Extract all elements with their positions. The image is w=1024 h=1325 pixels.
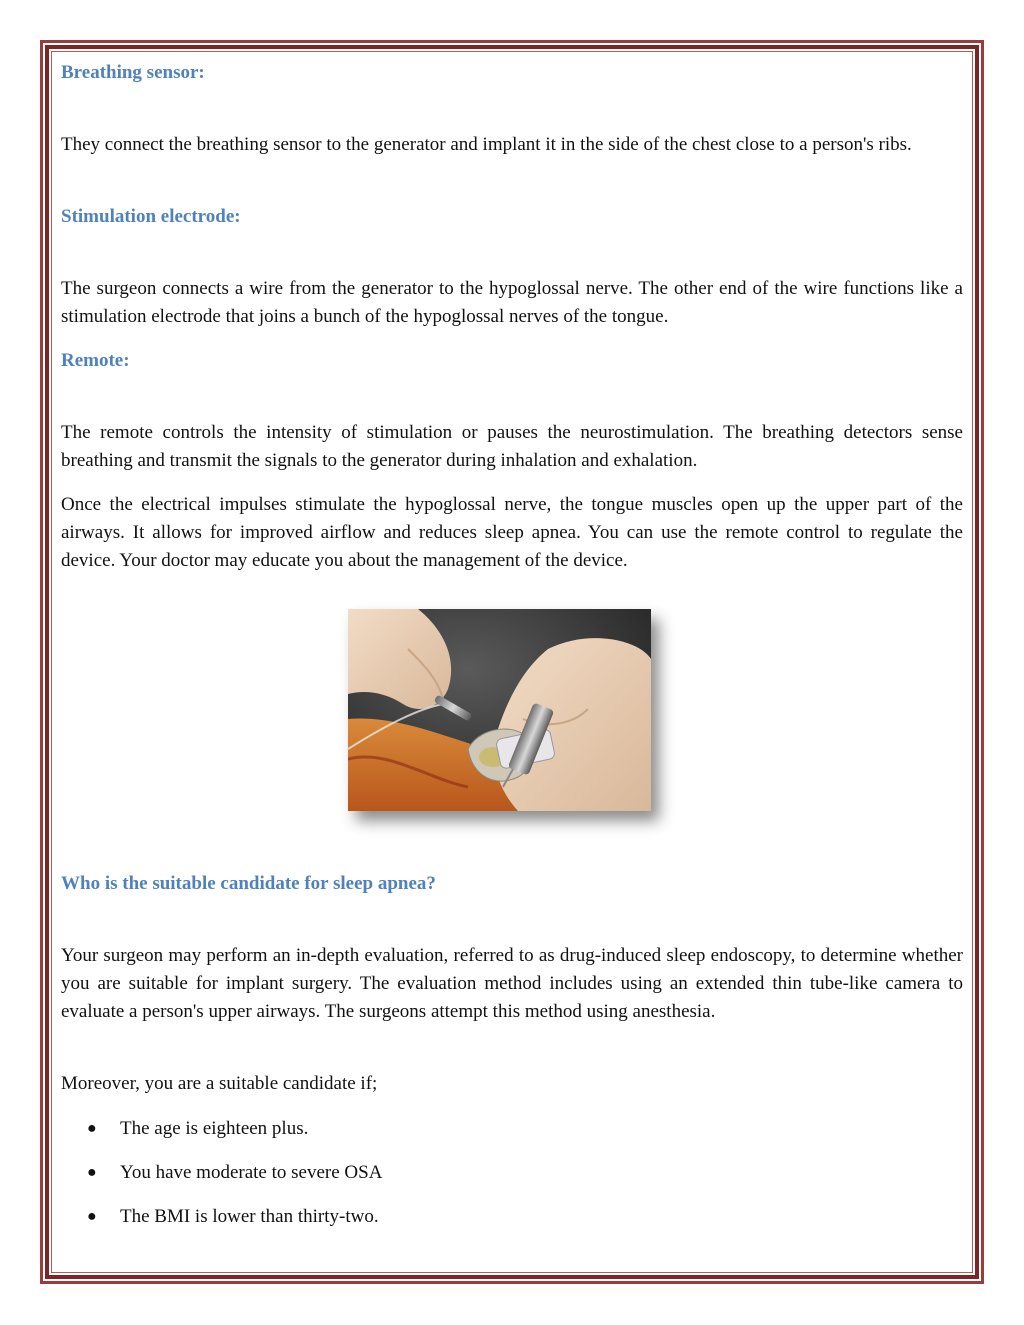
candidate-criteria-list — [61, 1115, 963, 1247]
heading-breathing-sensor: Breathing sensor: — [61, 62, 205, 83]
list-item: ● The age is eighteen plus. — [61, 1115, 963, 1159]
paragraph-impulses: Once the electrical impulses stimulate the hypoglossal nerve, the tongue muscles open up the upper part of the airways. It allows for improved airflow and reduces sleep apnea. You can use the remote control to regulate the device. Your doctor may educate you about the management of the device. — [61, 494, 963, 571]
surgery-photo — [348, 609, 651, 811]
list-item: ● You have moderate to severe OSA — [61, 1159, 963, 1203]
bullet-icon: ● — [87, 1164, 97, 1181]
bullet-icon: ● — [87, 1208, 97, 1225]
paragraph-candidate-intro: Moreover, you are a suitable candidate if; — [61, 1073, 378, 1094]
paragraph-evaluation: Your surgeon may perform an in-depth evaluation, referred to as drug-induced sleep endoscopy, to determine whether you are suitable for implant surgery. The evaluation method includes using an extended thin tube-like camera to evaluate a person's upper airways. The surgeons attempt this method using anesthesia. — [61, 945, 963, 1022]
bullet-icon: ● — [87, 1120, 97, 1137]
paragraph-stimulation-electrode: The surgeon connects a wire from the generator to the hypoglossal nerve. The other end of the wire functions like a stimulation electrode that joins a bunch of the hypoglossal nerves of the tongue. — [61, 278, 963, 327]
list-item: ● The BMI is lower than thirty-two. — [61, 1203, 963, 1247]
paragraph-remote: The remote controls the intensity of stimulation or pauses the neurostimulation. The breathing detectors sense breathing and transmit the signals to the generator during inhalation and exhalation. — [61, 422, 963, 471]
heading-remote: Remote: — [61, 350, 130, 371]
heading-suitable-candidate: Who is the suitable candidate for sleep apnea? — [61, 873, 436, 894]
heading-stimulation-electrode: Stimulation electrode: — [61, 206, 241, 227]
paragraph-breathing-sensor: They connect the breathing sensor to the generator and implant it in the side of the chest close to a person's ribs. — [61, 134, 912, 155]
